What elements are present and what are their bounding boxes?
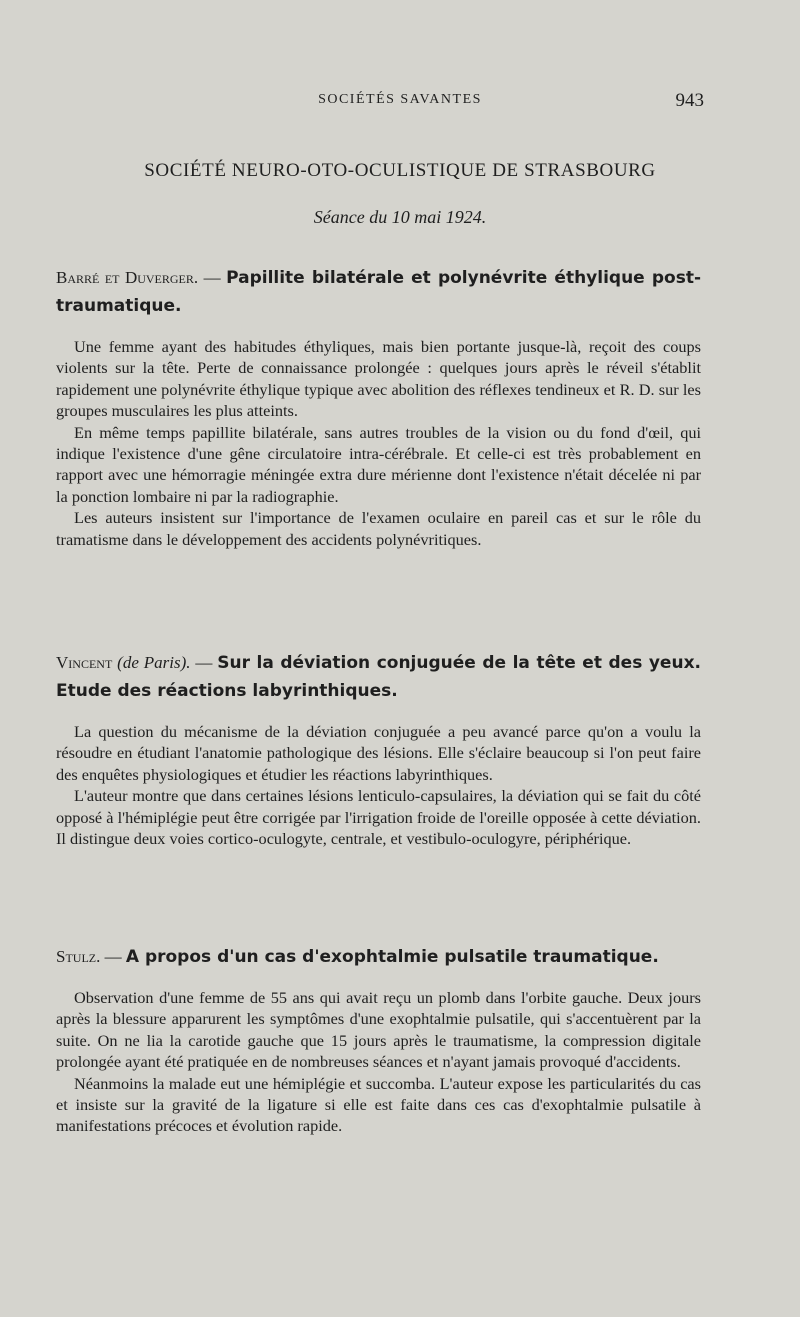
communication-heading	[56, 264, 701, 320]
society-title: SOCIÉTÉ NEURO-OTO-OCULISTIQUE DE STRASBOURG	[144, 160, 656, 181]
heading-dash: —	[190, 653, 218, 672]
author-names: Vincent	[56, 653, 113, 672]
paragraph: La question du mécanisme de la déviation conjuguée a peu avancé parce qu'on a voulu la résoudre en étudiant l'anatomie pathologique des lésions. Elle s'éclaire beaucoup si l'on peut faire des enquêtes physiologiques et étudier les réactions labyrinthiques.	[56, 722, 701, 784]
heading-dash: —	[198, 268, 227, 287]
paragraph: L'auteur montre que dans certaines lésions lenticulo-capsulaires, la déviation qui se fait du côté opposé à l'hémiplégie peut être corrigée par l'irrigation froide de l'oreille opposée à cette déviation. Il distingue deux voies cortico-oculogyte, centrale, et vestibulo-oculogyre, périphérique.	[56, 786, 701, 849]
author-names: Stulz.	[56, 947, 101, 966]
communication-1	[56, 264, 701, 550]
communication-heading	[56, 649, 701, 705]
paragraph: En même temps papillite bilatérale, sans autres troubles de la vision ou du fond d'œil, qui indique l'existence d'une gêne circulatoire intra-cérébrale. Et celle-ci est très probablement en rapport avec une hémorragie méningée extra dure mérienne dont l'existence n'était décelée ni par la ponction lombaire ni par la radiographie.	[56, 422, 701, 506]
communication-heading	[56, 943, 701, 971]
communication-2	[56, 649, 701, 849]
paragraph: Observation d'une femme de 55 ans qui avait reçu un plomb dans l'orbite gauche. Deux jours après la blessure apparurent les symptômes d'une exophtalmie pulsatile, qui s'accentuèrent par la suite. On ne lia la carotide gauche que 15 jours après le traumatisme, la compression digitale prolongée ayant été pratiquée en de nombreuses séances et n'ayant jamais provoqué d'accidents.	[56, 988, 701, 1072]
heading-dash: —	[100, 947, 126, 966]
author-names: Barré et Duverger.	[56, 268, 199, 287]
session-date: Séance du 10 mai 1924.	[313, 207, 487, 227]
communication-title: A propos d'un cas d'exophtalmie pulsatile traumatique.	[125, 947, 659, 967]
communication-3	[56, 943, 701, 1137]
paragraph: Les auteurs insistent sur l'importance de l'examen oculaire en pareil cas et sur le rôle du tramatisme dans le développement des accidents polynévritiques.	[56, 508, 701, 549]
communication-title: Papillite bilatérale et polynévrite éthylique post-traumatique.	[56, 268, 701, 316]
paragraph: Néanmoins la malade eut une hémiplégie et succomba. L'auteur expose les particularités du cas et insiste sur la gravité de la ligature si elle est faite dans ces cas d'exophtalmie pulsatile à manifestations précoces et évolution rapide.	[56, 1073, 701, 1136]
running-header	[0, 90, 800, 114]
running-title: SOCIÉTÉS SAVANTES	[318, 92, 482, 107]
communication-title: Sur la déviation conjuguée de la tête et des yeux. Etude des réactions labyrinthiques.	[56, 653, 701, 701]
paragraph: Une femme ayant des habitudes éthyliques, mais bien portante jusque-là, reçoit des coups violents sur la tête. Perte de connaissance prolongée : quelques jours après le réveil s'établit rapidement une polynévrite éthylique typique avec abolition des réflexes tendineux et R. D. sur les groupes musculaires les plus atteints.	[56, 337, 701, 421]
author-origin: (de Paris).	[112, 653, 191, 672]
page-number: 943	[675, 90, 704, 111]
